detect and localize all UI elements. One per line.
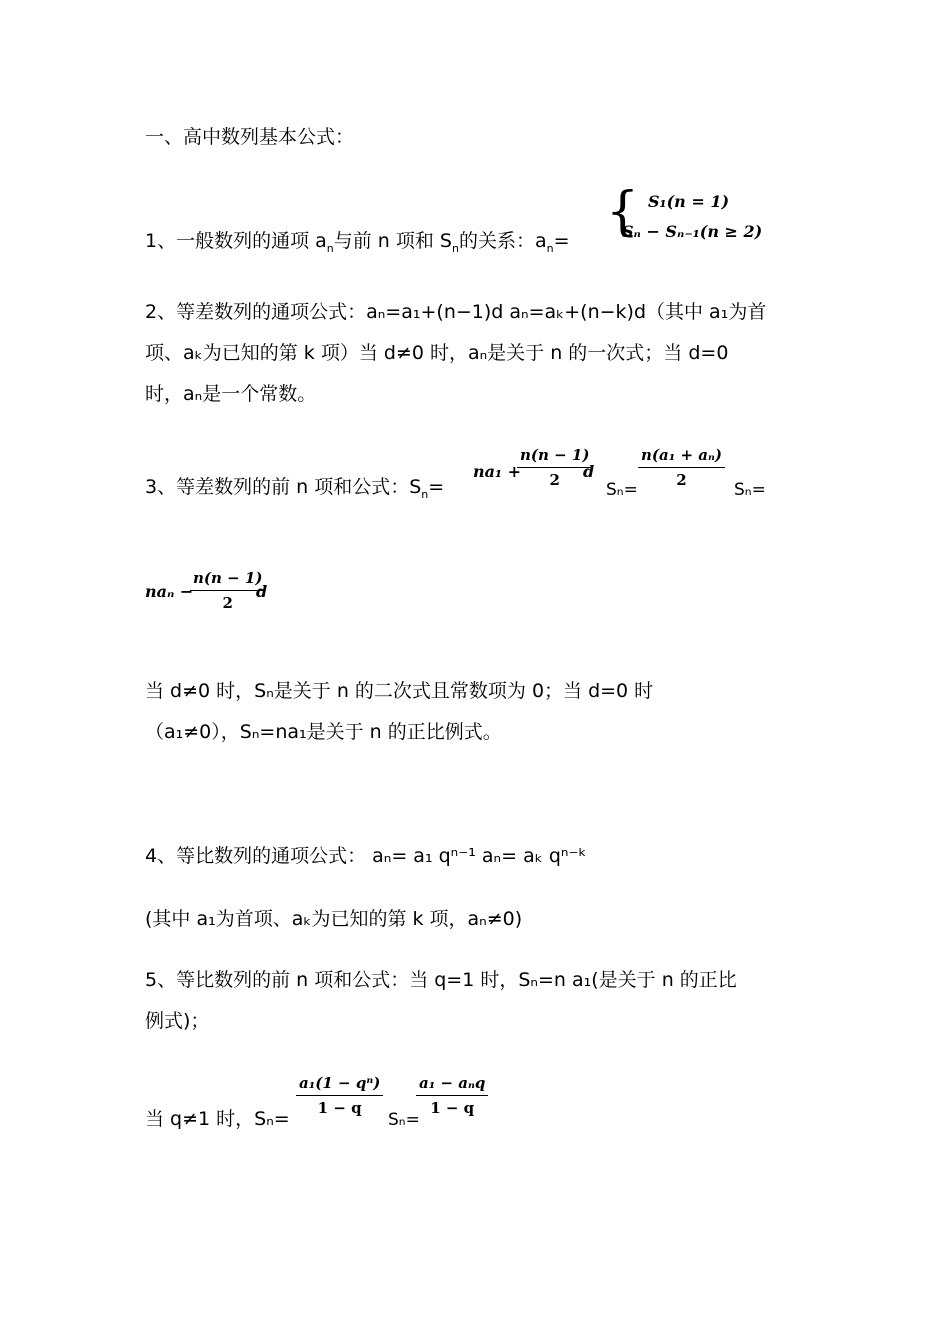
- item-3-f1-fraction: [517, 446, 595, 489]
- item-2-line-1: 2、等差数列的通项公式：aₙ=a₁+(n−1)d aₙ=aₖ+(n−k)d（其中 a₁为首: [145, 301, 767, 323]
- item-2-line-2: 项、aₖ为已知的第 k 项）当 d≠0 时，aₙ是关于 n 的一次式；当 d=0: [145, 342, 729, 364]
- item-5-line-2: 例式)；: [145, 1010, 210, 1032]
- item-3-sn2: Sₙ=: [606, 480, 638, 500]
- item-3-f1-pre: na₁ +: [473, 462, 521, 481]
- item-5-f2-fraction: [416, 1074, 488, 1117]
- item-5-f1-fraction: [296, 1074, 383, 1117]
- item-5-f1-num: a₁(1 − qⁿ): [296, 1074, 383, 1096]
- item-3-f2-fraction: [638, 446, 725, 489]
- item-1-case-2: Sₙ − Sₙ₋₁(n ≥ 2): [622, 222, 763, 241]
- item-3-f1-num: n(n − 1): [517, 446, 592, 468]
- item-3-text: 3、等差数列的前 n 项和公式：$S_n=$: [145, 476, 445, 501]
- item-1-text-pre: 1、一般数列的通项 a: [145, 230, 327, 252]
- section-heading: 一、高中数列基本公式：: [145, 126, 355, 148]
- item-5-sn2: Sₙ=: [388, 1110, 420, 1130]
- item-5-f2-num: a₁ − aₙq: [416, 1074, 488, 1096]
- item-1-text-mid: 与前 n 项和 S: [333, 230, 452, 252]
- item-1-brace: {: [606, 182, 640, 242]
- item-1-eq: =: [553, 230, 570, 252]
- item-3-sn3: Sₙ=: [734, 480, 766, 500]
- item-4-line-1: 4、等比数列的通项公式： aₙ= a₁ qⁿ⁻¹ aₙ= aₖ qⁿ⁻ᵏ: [145, 845, 587, 867]
- item-4-line-2: (其中 a₁为首项、aₖ为已知的第 k 项，aₙ≠0): [145, 908, 523, 930]
- item-1-case-1: S₁(n = 1): [648, 192, 730, 211]
- item-5-f2-den: 1 − q: [430, 1099, 475, 1117]
- item-3-f2-num: n(a₁ + aₙ): [638, 446, 725, 468]
- item-3-text-label: 3、等差数列的前 n 项和公式：S: [145, 476, 422, 498]
- item-3-f3-post: d: [256, 582, 268, 601]
- item-3-f3-den: 2: [222, 594, 233, 612]
- item-3-f1-post: d: [583, 462, 595, 481]
- item-3-f3-fraction: [190, 569, 268, 612]
- item-5-f1-den: 1 − q: [317, 1099, 362, 1117]
- item-5-line-1: 5、等比数列的前 n 项和公式：当 q=1 时，Sₙ=n a₁(是关于 n 的正比: [145, 969, 737, 991]
- item-3-f2-den: 2: [676, 471, 687, 489]
- item-3-f3-pre: naₙ −: [145, 582, 194, 601]
- item-3-f3-num: n(n − 1): [190, 569, 265, 591]
- item-1-text-post: 的关系：a: [458, 230, 547, 252]
- item-3-note-1: 当 d≠0 时，Sₙ是关于 n 的二次式且常数项为 0；当 d=0 时: [145, 680, 654, 702]
- item-3-note-2: （a₁≠0），Sₙ=na₁是关于 n 的正比例式。: [145, 721, 502, 743]
- item-5-line-3: 当 q≠1 时，Sₙ=: [145, 1108, 290, 1130]
- item-3-f1-den: 2: [549, 471, 560, 489]
- item-1-text: 1、一般数列的通项 $a_n$与前 n 项和 $S_n$的关系：$a_n=$: [145, 230, 570, 255]
- item-2-line-3: 时，aₙ是一个常数。: [145, 383, 317, 405]
